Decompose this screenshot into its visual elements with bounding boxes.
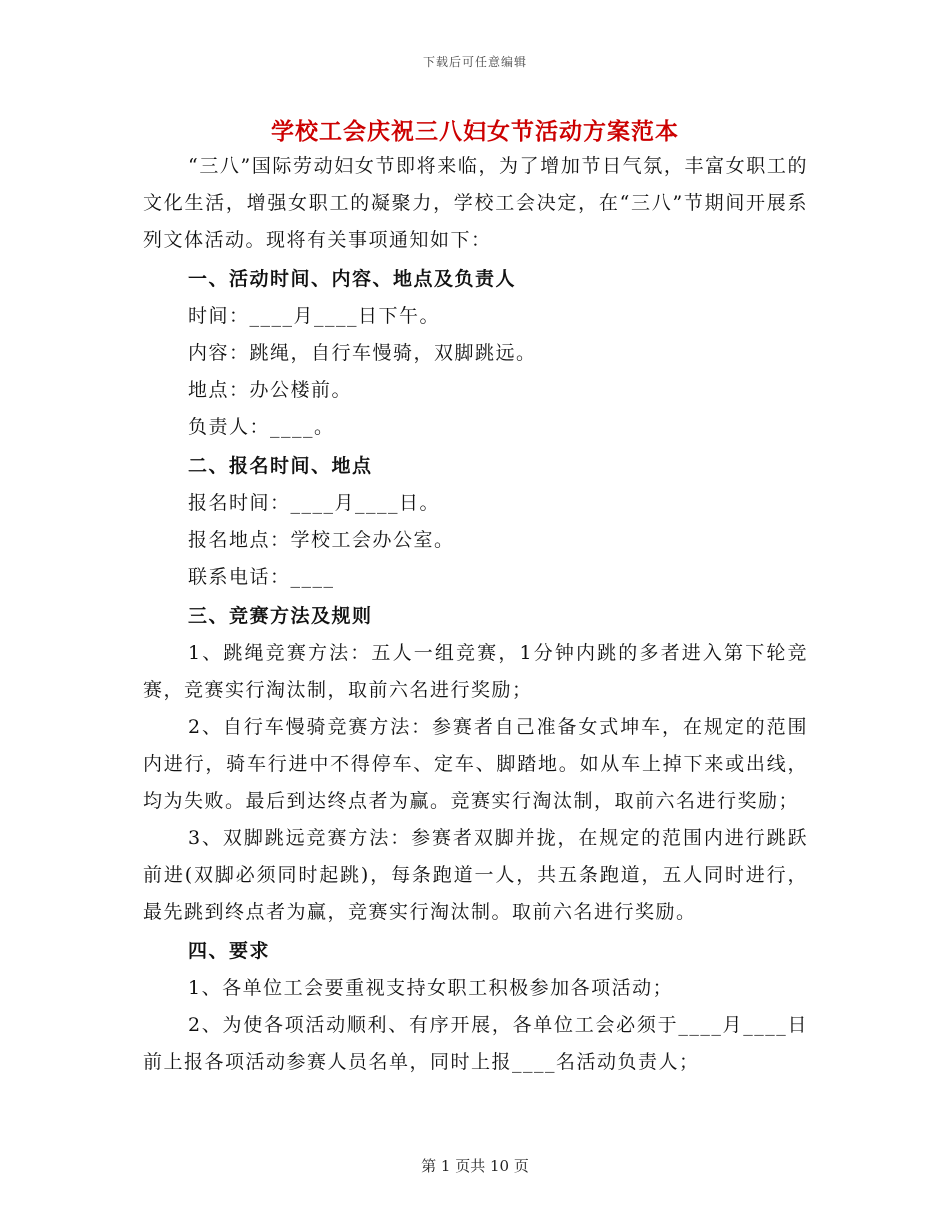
section-1-heading: 一、活动时间、内容、地点及负责人	[188, 268, 517, 290]
section-4-heading: 四、要求	[188, 940, 271, 962]
activity-content: 内容：跳绳，自行车慢骑，双脚跳远。	[188, 342, 537, 364]
document-body	[143, 148, 808, 1081]
document-title: 学校工会庆祝三八妇女节活动方案范本	[271, 118, 679, 145]
rule-two-foot-jump: 3、双脚跳远竞赛方法：参赛者双脚并拢，在规定的范围内进行跳跃前进(双脚必须同时起跳)，每条跑道一人，共五条跑道，五人同时进行，最先跳到终点者为赢，竞赛实行淘汰制。取前六名进行奖励。	[143, 827, 808, 923]
activity-person: 负责人：____。	[188, 416, 335, 438]
requirement-2: 2、为使各项活动顺利、有序开展，各单位工会必须于____月____日前上报各项活动参赛人员名单，同时上报____名活动负责人；	[143, 1014, 808, 1073]
rule-slow-bike: 2、自行车慢骑竞赛方法：参赛者自己准备女式坤车，在规定的范围内进行，骑车行进中不得停车、定车、脚踏地。如从车上掉下来或出线，均为失败。最后到达终点者为赢。竞赛实行淘汰制，取前六名进行奖励；	[143, 716, 808, 812]
contact-phone: 联系电话：____	[188, 566, 335, 588]
intro-paragraph: “三八”国际劳动妇女节即将来临，为了增加节日气氛，丰富女职工的文化生活，增强女职工的凝聚力，学校工会决定，在“三八”节期间开展系列文体活动。现将有关事项通知如下：	[143, 155, 808, 251]
section-2-heading: 二、报名时间、地点	[188, 455, 373, 477]
page-header: 下载后可任意编辑	[422, 55, 527, 69]
activity-time: 时间：____月____日下午。	[188, 305, 441, 327]
page-footer: 第 1 页共 10 页	[421, 1157, 529, 1175]
requirement-1: 1、各单位工会要重视支持女职工积极参加各项活动；	[188, 977, 674, 999]
section-3-heading: 三、竞赛方法及规则	[188, 605, 373, 627]
rule-jump-rope: 1、跳绳竞赛方法：五人一组竞赛，1分钟内跳的多者进入第下轮竞赛，竞赛实行淘汰制，取前六名进行奖励；	[143, 642, 808, 701]
signup-time: 报名时间：____月____日。	[188, 492, 441, 514]
activity-place: 地点：办公楼前。	[188, 379, 353, 401]
signup-place: 报名地点：学校工会办公室。	[188, 529, 455, 551]
